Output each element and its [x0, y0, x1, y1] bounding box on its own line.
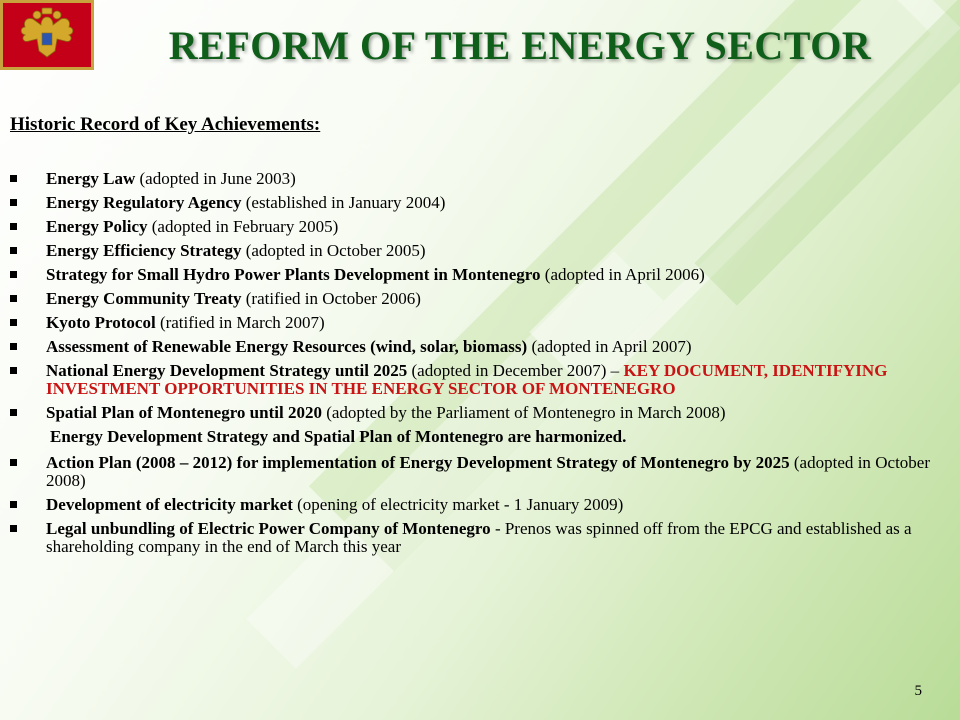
list-item: Assessment of Renewable Energy Resources (wind, solar, biomass) (adopted in April 2007) [10, 338, 930, 356]
square-bullet-icon [10, 501, 17, 508]
square-bullet-icon [10, 409, 17, 416]
list-item: Energy Efficiency Strategy (adopted in October 2005) [10, 242, 930, 260]
montenegro-flag-icon [0, 0, 94, 70]
list-item: Energy Community Treaty (ratified in October 2006) [10, 290, 930, 308]
list-item: Strategy for Small Hydro Power Plants Development in Montenegro (adopted in April 2006) [10, 266, 930, 284]
square-bullet-icon [10, 223, 17, 230]
harmonization-note: Energy Development Strategy and Spatial Plan of Montenegro are harmonized. [50, 427, 627, 446]
page-title: REFORM OF THE ENERGY SECTOR [168, 23, 872, 68]
section-heading: Historic Record of Key Achievements: [10, 114, 321, 135]
achievement-list [10, 170, 930, 562]
square-bullet-icon [10, 247, 17, 254]
list-item: Kyoto Protocol (ratified in March 2007) [10, 314, 930, 332]
square-bullet-icon [10, 175, 17, 182]
square-bullet-icon [10, 525, 17, 532]
list-item: Spatial Plan of Montenegro until 2020 (adopted by the Parliament of Montenegro in March 2008) [10, 404, 930, 422]
list-item: National Energy Development Strategy until 2025 (adopted in December 2007) – KEY DOCUMENT, IDENTIFYING INVESTMENT OPPORTUNITIES IN THE ENERGY SECTOR OF MONTENEGRO [10, 362, 930, 398]
page-number: 5 [914, 683, 922, 699]
list-item: Development of electricity market (opening of electricity market - 1 January 2009) [10, 496, 930, 514]
list-item: Legal unbundling of Electric Power Company of Montenegro - Prenos was spinned off from the EPCG and established as a shareholding company in the end of March this year [10, 520, 930, 556]
list-item: Energy Regulatory Agency (established in January 2004) [10, 194, 930, 212]
list-item: Energy Policy (adopted in February 2005) [10, 218, 930, 236]
square-bullet-icon [10, 367, 17, 374]
coat-of-arms-icon [3, 3, 91, 67]
key-document-highlight: KEY DOCUMENT, IDENTIFYING INVESTMENT OPPORTUNITIES IN THE ENERGY SECTOR OF MONTENEGRO [46, 361, 888, 398]
square-bullet-icon [10, 295, 17, 302]
square-bullet-icon [10, 459, 17, 466]
list-item: Action Plan (2008 – 2012) for implementation of Energy Development Strategy of Montenegro by 2025 (adopted in October 2008) [10, 454, 930, 490]
square-bullet-icon [10, 343, 17, 350]
list-item: Energy Law (adopted in June 2003) [10, 170, 930, 188]
square-bullet-icon [10, 319, 17, 326]
square-bullet-icon [10, 271, 17, 278]
square-bullet-icon [10, 199, 17, 206]
